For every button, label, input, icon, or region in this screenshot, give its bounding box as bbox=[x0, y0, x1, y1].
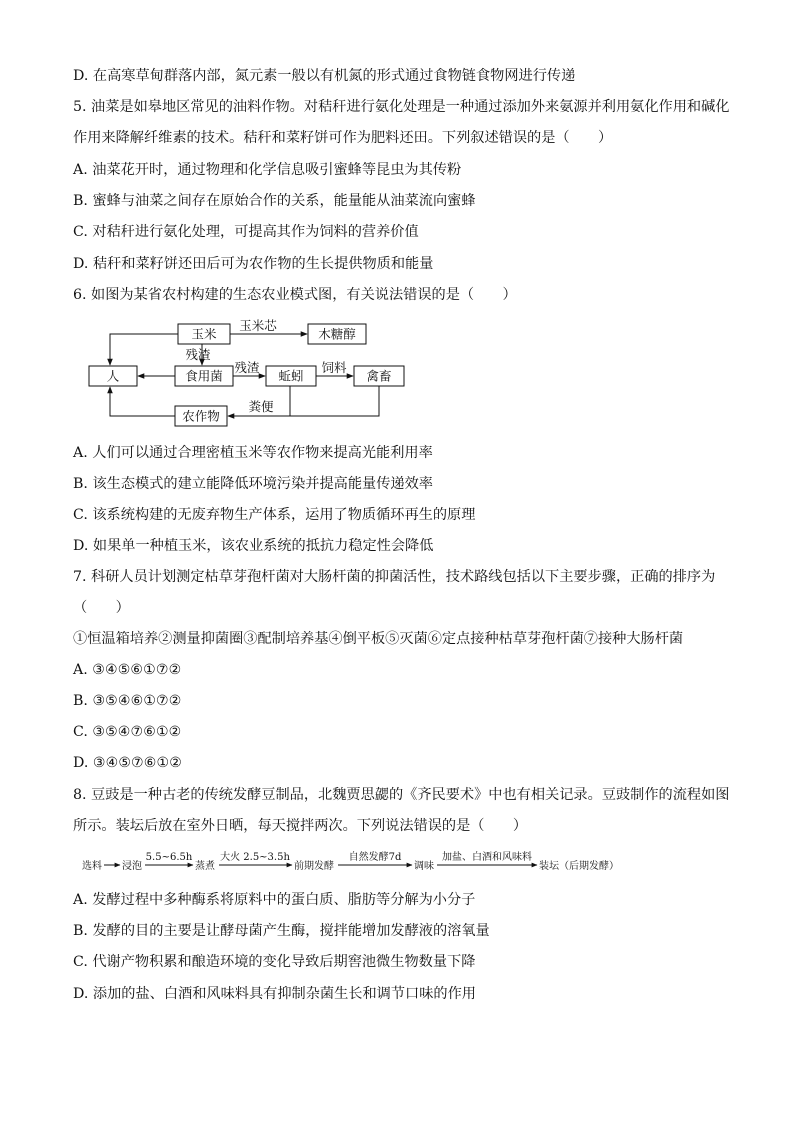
q7-steps: ①恒温箱培养②测量抑菌圈③配制培养基④倒平板⑤灭菌⑥定点接种枯草芽孢杆菌⑦接种大肠杆菌 bbox=[73, 631, 684, 647]
edge-yumi-ren bbox=[110, 334, 178, 365]
q6-option-d: D. 如果单一种植玉米，该农业系统的抵抗力稳定性会降低 bbox=[73, 538, 434, 554]
node-mutangchun: 木糖醇 bbox=[318, 326, 356, 342]
q4-option-d: D. 在高寒草甸群落内部，氮元素一般以有机氮的形式通过食物链食物网进行传递 bbox=[73, 68, 576, 84]
q7-option-b: B. ③⑤④⑥①⑦② bbox=[73, 693, 182, 709]
flow-cond-tiaowei: 加盐、白酒和风味料 bbox=[442, 852, 532, 863]
flow-step-qianqi-fajiao: 前期发酵 bbox=[294, 861, 334, 872]
flow-step-tiaowei: 调味 bbox=[414, 861, 434, 872]
flow-cond-ziran-fajiao: 自然发酵7d bbox=[348, 852, 402, 863]
node-yumi: 玉米 bbox=[191, 326, 217, 342]
q7-stem-line2: （ ） bbox=[73, 600, 130, 616]
q6-option-b: B. 该生态模式的建立能降低环境污染并提高能量传递效率 bbox=[73, 476, 433, 492]
q8-stem-line2: 所示。装坛后放在室外日晒，每天搅拌两次。下列说法错误的是（ ） bbox=[73, 818, 528, 834]
node-shiyongjun: 食用菌 bbox=[185, 368, 223, 384]
q5-stem-line2: 作用来降解纤维素的技术。秸秆和菜籽饼可作为肥料还田。下列叙述错误的是（ ） bbox=[73, 130, 613, 146]
q8-option-c: C. 代谢产物积累和酿造环境的变化导致后期窖池微生物数量下降 bbox=[73, 954, 476, 970]
q8-stem-line1: 8. 豆豉是一种古老的传统发酵豆制品，北魏贾思勰的《齐民要术》中也有相关记录。豆豉制作的流程如图 bbox=[73, 787, 730, 803]
q7-option-d: D. ③④⑤⑦⑥①② bbox=[73, 755, 182, 771]
edge-nongzuowu-ren bbox=[110, 387, 175, 416]
q7-option-a: A. ③④⑤⑥①⑦② bbox=[73, 662, 182, 678]
edge-label-yumixin: 玉米芯 bbox=[239, 318, 277, 333]
q7-stem-line1: 7. 科研人员计划测定枯草芽孢杆菌对大肠杆菌的抑菌活性，技术路线包括以下主要步骤，正确的排序为 bbox=[73, 569, 716, 585]
flow-step-zhengzhu: 蒸煮 bbox=[195, 861, 215, 872]
flow-cond-zhengzhu-time: 大火 2.5~3.5h bbox=[220, 852, 290, 863]
douchi-process-flow bbox=[82, 850, 642, 876]
edge-label-canzha-1: 残渣 bbox=[185, 347, 211, 362]
q5-stem-line1: 5. 油菜是如皋地区常见的油料作物。对秸秆进行氨化处理是一种通过添加外来氨源并利用氨化作用和碱化 bbox=[73, 99, 730, 115]
q7-option-c: C. ③⑤④⑦⑥①② bbox=[73, 724, 182, 740]
edge-label-fenbian: 粪便 bbox=[248, 399, 274, 414]
eco-agriculture-diagram bbox=[80, 318, 410, 430]
node-qinxu: 禽畜 bbox=[366, 368, 392, 384]
node-ren: 人 bbox=[106, 368, 120, 384]
q5-option-b: B. 蜜蜂与油菜之间存在原始合作的关系，能量能从油菜流向蜜蜂 bbox=[73, 193, 476, 209]
flow-cond-jinpao-time: 5.5~6.5h bbox=[145, 852, 193, 863]
node-qiuyin: 蚯蚓 bbox=[278, 368, 304, 384]
node-nongzuowu: 农作物 bbox=[182, 408, 220, 424]
q5-option-c: C. 对秸秆进行氨化处理，可提高其作为饲料的营养价值 bbox=[73, 224, 419, 240]
q6-option-c: C. 该系统构建的无废弃物生产体系，运用了物质循环再生的原理 bbox=[73, 507, 476, 523]
edge-label-siliao: 饲料 bbox=[321, 360, 347, 375]
flow-step-xuanliao: 选料 bbox=[82, 861, 102, 872]
edge-label-canzha-2: 残渣 bbox=[234, 360, 260, 375]
q5-option-d: D. 秸秆和菜籽饼还田后可为农作物的生长提供物质和能量 bbox=[73, 256, 434, 272]
flow-step-jinpao: 浸泡 bbox=[122, 861, 142, 872]
q6-option-a: A. 人们可以通过合理密植玉米等农作物来提高光能利用率 bbox=[73, 445, 433, 461]
q5-option-a: A. 油菜花开时，通过物理和化学信息吸引蜜蜂等昆虫为其传粉 bbox=[73, 162, 462, 178]
q8-option-b: B. 发酵的目的主要是让酵母菌产生酶，搅拌能增加发酵液的溶氧量 bbox=[73, 923, 490, 939]
q8-option-d: D. 添加的盐、白酒和风味料具有抑制杂菌生长和调节口味的作用 bbox=[73, 986, 476, 1002]
q8-option-a: A. 发酵过程中多种酶系将原料中的蛋白质、脂肪等分解为小分子 bbox=[73, 892, 476, 908]
q6-stem: 6. 如图为某省农村构建的生态农业模式图，有关说法错误的是（ ） bbox=[73, 287, 517, 303]
flow-step-zhuangtan: 装坛（后期发酵） bbox=[539, 861, 619, 872]
